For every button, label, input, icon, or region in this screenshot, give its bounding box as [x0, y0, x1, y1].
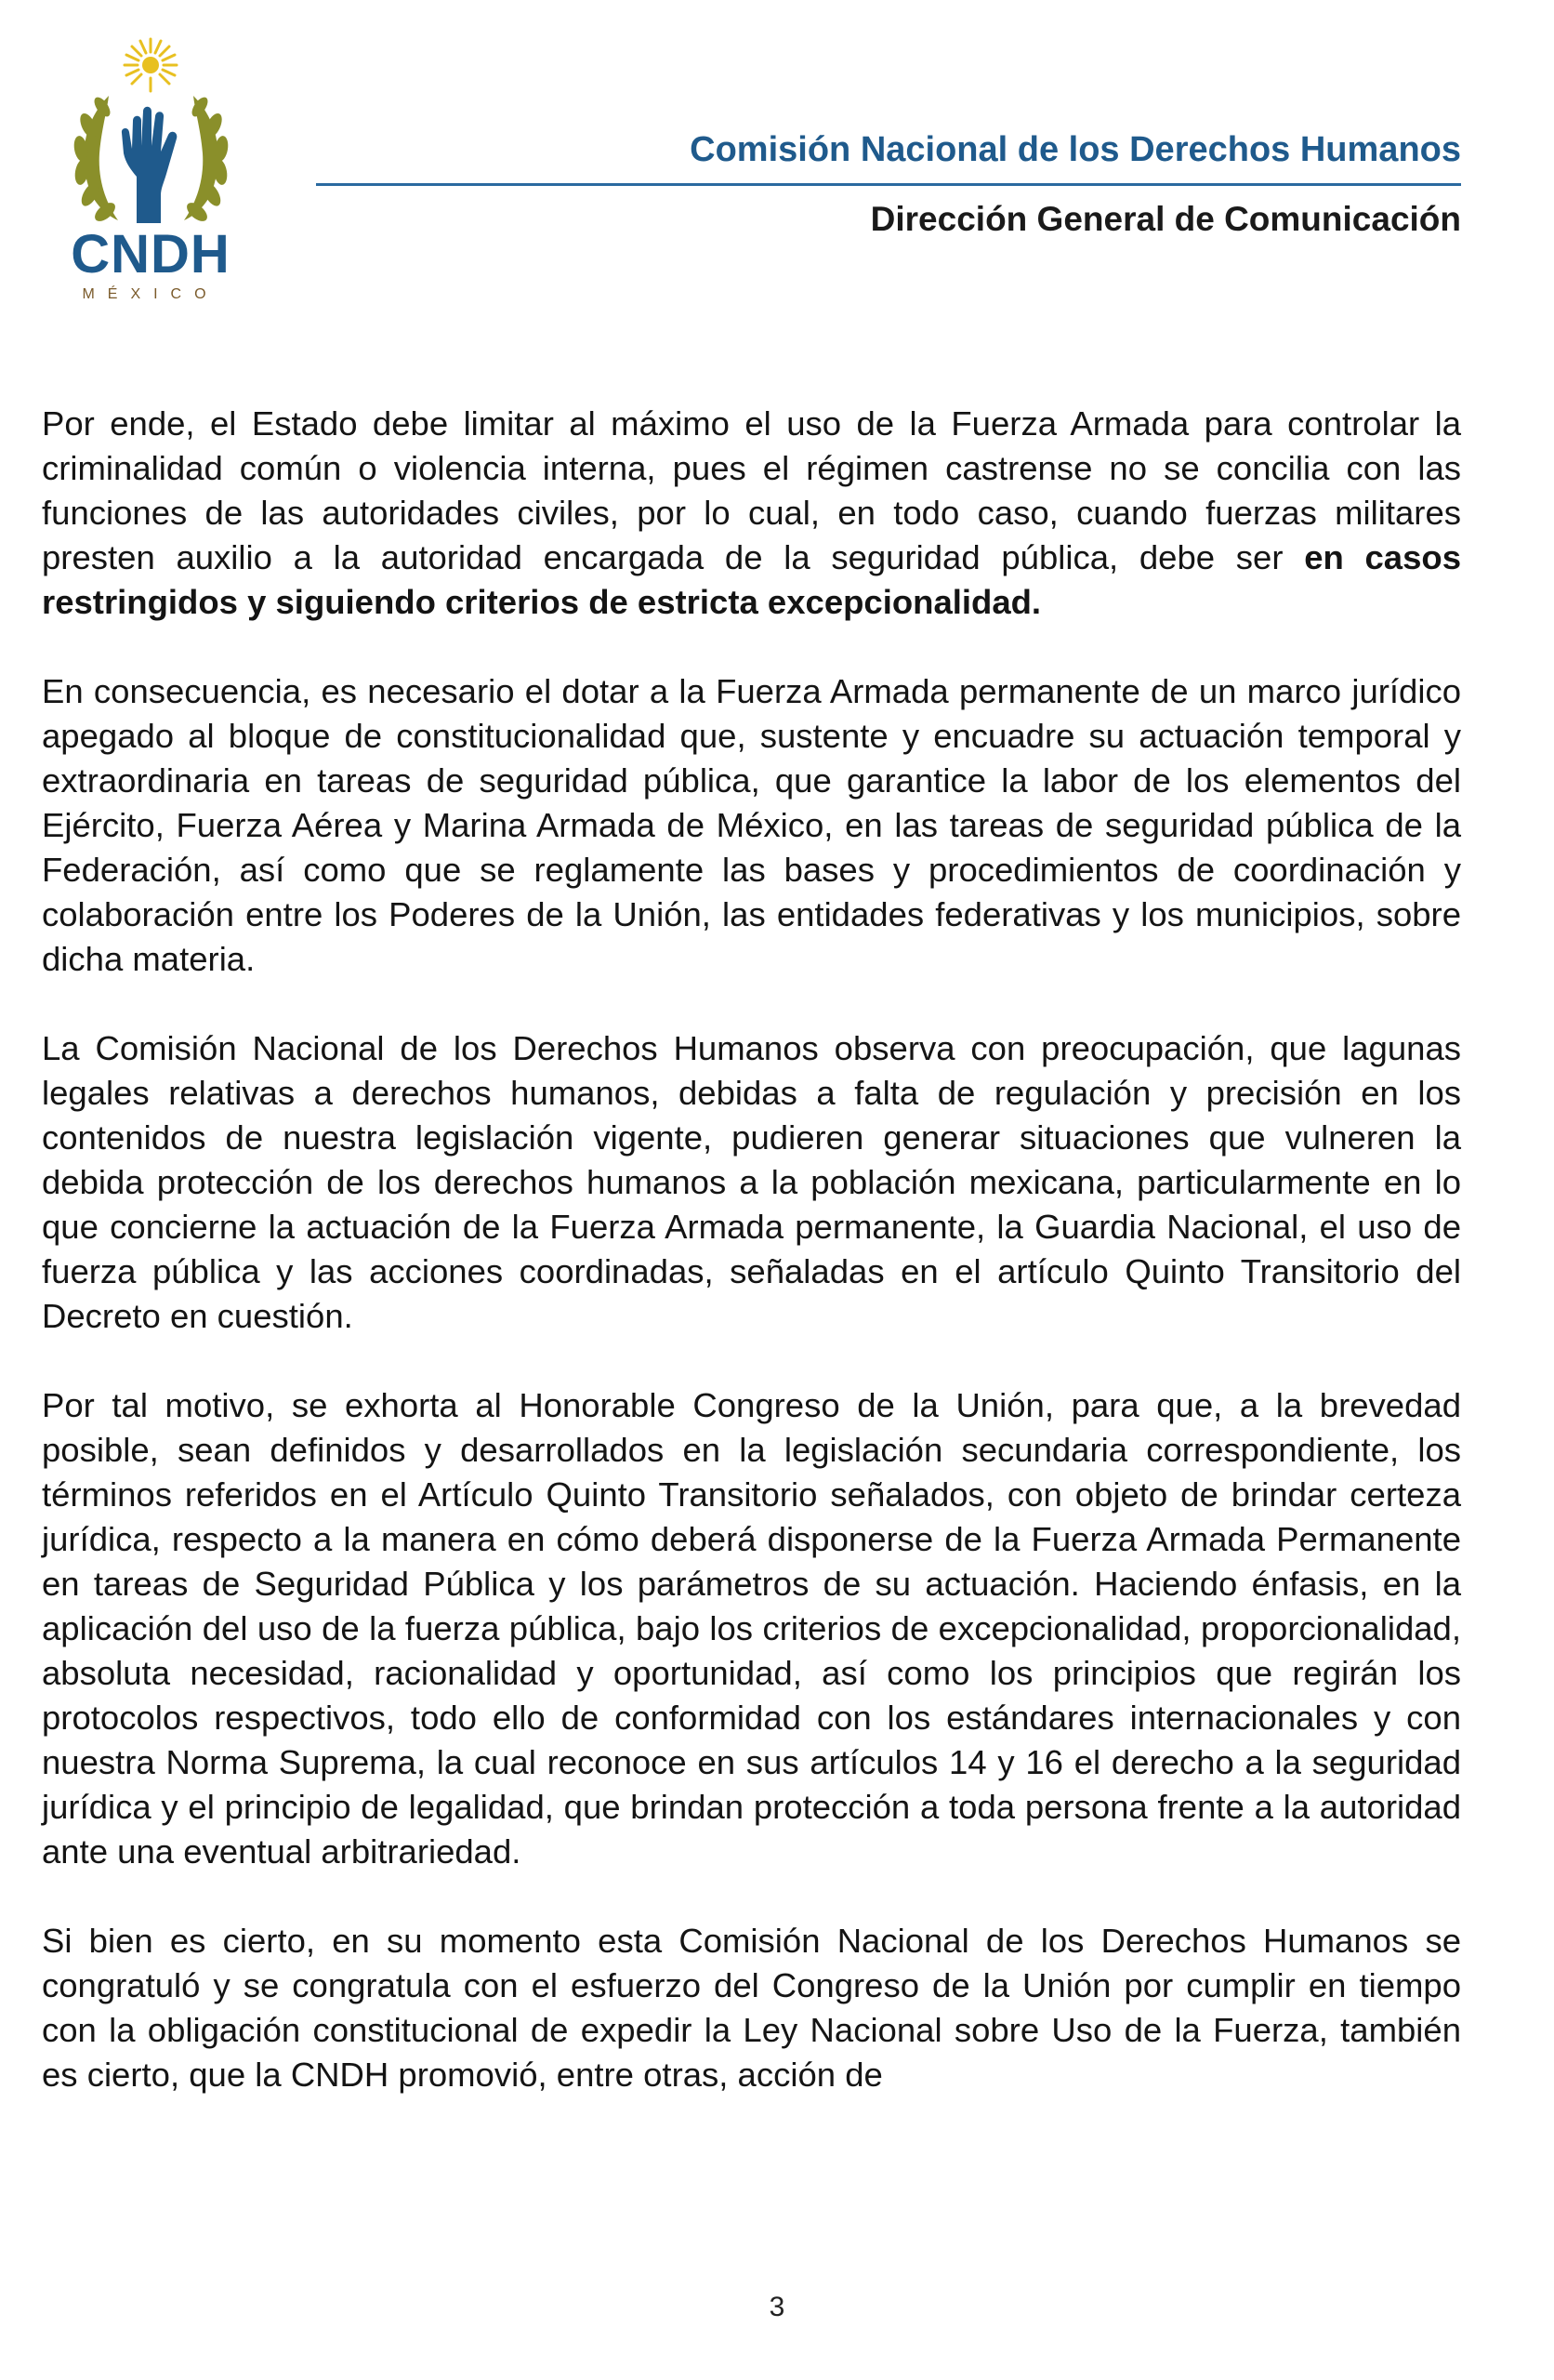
paragraph-1 — [42, 402, 1461, 625]
department-name: Dirección General de Comunicación — [870, 200, 1461, 238]
paragraph-5: Si bien es cierto, en su momento esta Comisión Nacional de los Derechos Humanos se congratuló y se congratula con el esfuerzo del Congreso de la Unión por cumplir en tiempo con la obligación constitucional de expedir la Ley Nacional sobre Uso de la Fuerza, también es cierto, que la CNDH promovió, entre otras, acción de — [42, 1922, 1461, 2094]
sun-icon — [125, 39, 177, 91]
organization-name: Comisión Nacional de los Derechos Humanos — [690, 130, 1461, 169]
paragraph-4: Por tal motivo, se exhorta al Honorable Congreso de la Unión, para que, a la brevedad posible, sean definidos y desarrollados en la legislación secundaria correspondiente, los términos referidos en el Artículo Quinto Transitorio señalados, con objeto de brindar certeza jurídica, respecto a la manera en cómo deberá disponerse de la Fuerza Armada Permanente en tareas de Seguridad Pública y los parámetros de su actuación. Haciendo énfasis, en la aplicación del uso de la fuerza pública, bajo los criterios de excepcionalidad, proporcionalidad, absoluta necesidad, racionalidad y oportunidad, así como los principios que regirán los protocolos respectivos, todo ello de conformidad con los estándares internacionales y con nuestra Norma Suprema, la cual reconoce en sus artículos 14 y 16 el derecho a la seguridad jurídica y el principio de legalidad, que brindan protección a toda persona frente a la autoridad ante una eventual arbitrariedad. — [42, 1386, 1461, 1871]
logo-mexico-text: MÉXICO — [82, 286, 219, 302]
header-divider — [316, 183, 1461, 186]
page-number: 3 — [769, 2292, 785, 2322]
cndh-logo — [51, 23, 251, 302]
logo-cndh-text: CNDH — [71, 224, 230, 284]
hand-icon — [122, 107, 177, 223]
laurel-left-icon — [72, 95, 119, 225]
paragraph-1-text: Por ende, el Estado debe limitar al máximo el uso de la Fuerza Armada para controlar la criminalidad común o violencia interna, pues el régimen castrense no se concilia con las funciones de las autoridades civiles, por lo cual, en todo caso, cuando fuerzas militares presten auxilio a la autoridad encargada de la seguridad pública, debe ser — [42, 404, 1461, 576]
paragraph-2: En consecuencia, es necesario el dotar a la Fuerza Armada permanente de un marco jurídico apegado al bloque de constitucionalidad que, sustente y encuadre su actuación temporal y extraordinaria en tareas de seguridad pública, que garantice la labor de los elementos del Ejército, Fuerza Aérea y Marina Armada de México, en las tareas de seguridad pública de la Federación, así como que se reglamente las bases y procedimientos de coordinación y colaboración entre los Poderes de la Unión, las entidades federativas y los municipios, sobre dicha materia. — [42, 672, 1461, 978]
document-body — [42, 402, 1461, 2097]
laurel-right-icon — [184, 95, 230, 225]
paragraph-3: La Comisión Nacional de los Derechos Humanos observa con preocupación, que lagunas legales relativas a derechos humanos, debidas a falta de regulación y precisión en los contenidos de nuestra legislación vigente, pudieren generar situaciones que vulneren la debida protección de los derechos humanos a la población mexicana, particularmente en lo que concierne la actuación de la Fuerza Armada permanente, la Guardia Nacional, el uso de fuerza pública y las acciones coordinadas, señaladas en el artículo Quinto Transitorio del Decreto en cuestión. — [42, 1029, 1461, 1335]
paragraph-1-emphasis: en casos restringidos y siguiendo criterios de estricta excepcionalidad. — [42, 538, 1462, 621]
